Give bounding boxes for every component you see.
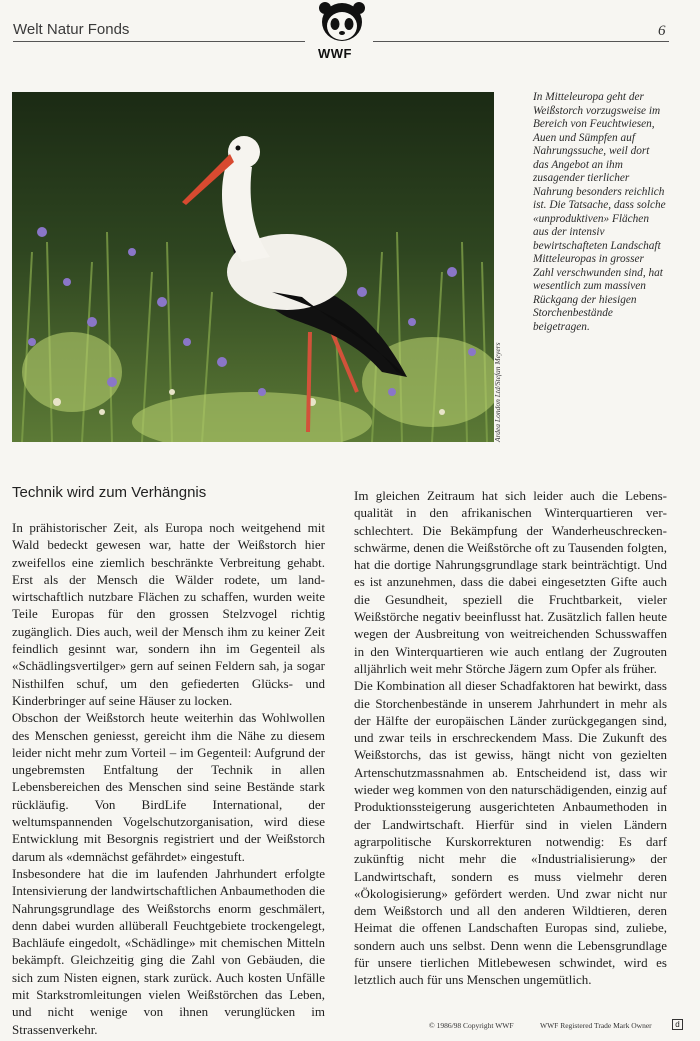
header-rule-left <box>13 41 305 42</box>
paragraph: Insbesondere hat die im laufenden Jahrhundert erfolgte Intensivierung der landwirtschaftlichen Anbaumethoden die Nahrungsgrundlage des Weißstorchs enorm geschmälert, denn dabei wurden allüberall Feuchtgebiete trockengelegt, Bachläufe eingedolt, «Schädlinge» mit chemischen Mitteln bekämpft. Gleichzeitig ging die Zahl von Gebäuden, die sich zum Nisten eignen, stark zurück. Auch kosten Unfälle mit Starkstromleitungen vielen Weißstörchen das Leben, und nicht wenige von ihnen verunglücken im Strassenverkehr. <box>12 865 325 1037</box>
copyright-notice: © 1986/98 Copyright WWF <box>429 1021 514 1030</box>
trademark-notice: WWF Registered Trade Mark Owner <box>540 1021 652 1030</box>
article-column-left <box>12 519 325 1038</box>
stork-photo <box>12 92 494 442</box>
article-title: Technik wird zum Verhängnis <box>12 484 207 501</box>
paragraph: Die Kombination all dieser Schadfaktoren hat bewirkt, dass die Storchenbestände in unserem Jahrhundert in mehr als der Hälfte der europäischen Länder zurückgegangen sind, und zwar teils in erschreckendem Mass. Die Zukunft des Weißstorchs, das ist gewiss, hängt nicht von gezielten Artenschutzmassnahmen ab. Entscheidend ist, dass wir wieder weg kommen von den naturschädigenden, einzig auf Produktionssteigerung ausgerichteten Anbaumethoden in der Landwirtschaft. Hierfür sind in vielen Ländern agrarpolitische Kurskorrekturen notwendig: Es darf zukünftig nicht mehr die «Industrialisierung» der Landwirtschaft, sondern es muss vielmehr deren «Ökologisierung» gefördert werden. Und zwar nicht nur dem Weißstorch und all den anderen Wildtieren, deren Heimat die offenen Landschaften Europas sind, zuliebe, sondern auch uns selbst. Denn wenn die Lebensgrundlage für unsere tierlichen Mitlebewesen schwindet, wird es letztlich auch für uns Menschen ungemütlich. <box>354 678 667 988</box>
paragraph: Obschon der Weißstorch heute weiterhin das Wohlwollen des Menschen geniesst, gereicht ihm die Nähe zu diesem leider nicht mehr zum Vorteil – im Gegenteil: Aufgrund der ungebremsten Entfaltung der Technik in allen Lebensbereichen des Menschen sind seine Bestände stark rückläufig. Von BirdLife International, der weltumspannenden Vogelschutzorganisation, wird diese Entwicklung mit Besorgnis registriert und der Weißstorch darum als «demnächst gefährdet» eingestuft. <box>12 710 325 864</box>
photo-credit: Ardea London Ltd/Stefan Meyers <box>493 342 502 442</box>
header-rule-right <box>373 41 669 42</box>
article-column-right <box>354 487 667 989</box>
publication-title: Welt Natur Fonds <box>13 21 130 38</box>
wwf-logo-text: WWF <box>318 46 352 61</box>
paragraph: In prähistorischer Zeit, als Europa noch weitgehend mit Wald bedeckt gewesen war, hatte der Weißstorch hier zweifellos eine ziemlich beschränkte Verbreitung gehabt. Erst als der Mensch die Wälder rodete, um landwirtschaftlich nutzbare Flächen zu schaffen, wurden weite Teile Europas für den grossen Stelzvogel richtig zugänglich. Dies auch, weil der Mensch ihm zu keiner Zeit feindlich gesinnt war, sondern ihn im Gegenteil als «Schädlingsvertilger» gern auf seinen Feldern sah, ja sogar Nisthilfen schuf, um den gefiederten Glücks- und Kinderbringer auf seine Häuser zu locken. <box>12 520 325 708</box>
page-number: 6 <box>658 23 666 39</box>
paragraph: Im gleichen Zeitraum hat sich leider auch die Lebensqualität in den afrikanischen Winterquartieren verschlechtert. Die Bekämpfung der Wanderheuschreckenschwärme, denen die Weißstörche oft zu Tausenden folgten, hat die dortige Nahrungsgrundlage stark beinträchtigt. Und es ist anzunehmen, dass die dabei eingesetzten Gifte auch die Gesundheit, speziell die Fruchtbarkeit, vieler Weißstörche negativ beeinflusst hat. Zusätzlich fallen heute wegen der Ausbreitung von weitreichenden Schusswaffen in den Winterquartieren wie auch entlang der Zugrouten alljährlich weit mehr Störche Jägern zum Opfer als früher. <box>354 488 667 676</box>
footer-box-letter: d <box>672 1019 683 1030</box>
photo-caption: In Mitteleuropa geht der Weißstorch vorzugsweise im Bereich von Feuchtwiesen, Auen und Sümpfen auf Nahrungssuche, weil dort das Angebot an ihm zusagender tierlicher Nahrung besonders reichlich ist. Die Tatsache, dass solche «unproduktiven» Flächen aus der intensiv bewirtschafteten Landschaft Mitteleuropas in grosser Zahl verschwunden sind, hat wesentlich zum massiven Rückgang der hiesigen Storchenbestände beigetragen. <box>533 91 666 333</box>
stork-illustration <box>12 92 494 442</box>
